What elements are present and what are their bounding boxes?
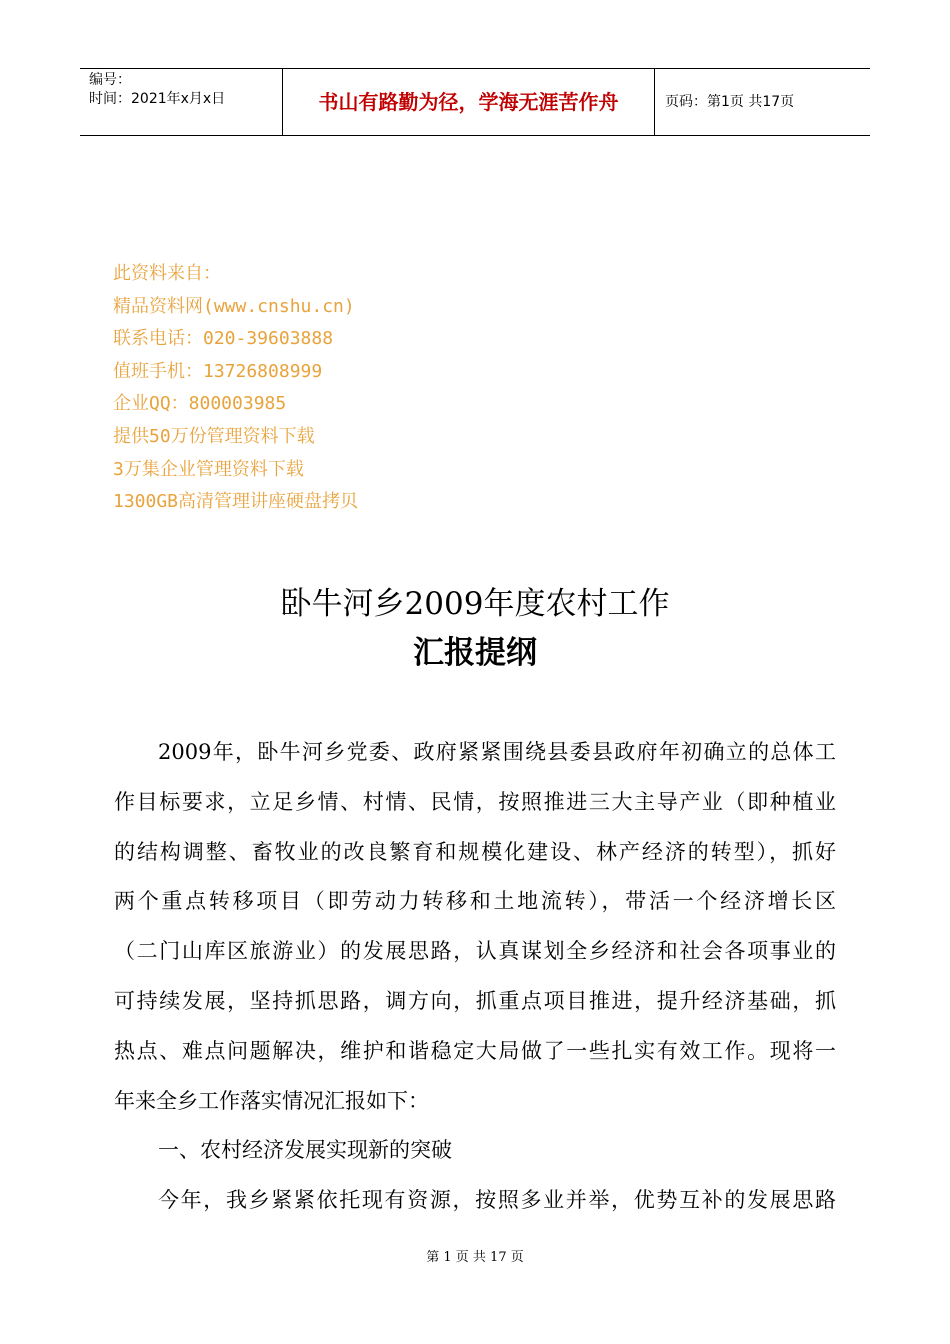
paragraph-line: 的结构调整、畜牧业的改良繁育和规模化建设、林产经济的转型），抓好 [114, 839, 836, 864]
page-footer: 第 1 页 共 17 页 [426, 1250, 524, 1265]
source-info-line: 此资料来自： [113, 263, 221, 284]
source-info-line: 企业QQ：800003985 [113, 393, 287, 415]
document-number-label: 编号： [89, 72, 131, 88]
paragraph-line: （二门山库区旅游业）的发展思路，认真谋划全乡经济和社会各项事业的 [114, 939, 836, 964]
paragraph-line: 热点、难点问题解决，维护和谐稳定大局做了一些扎实有效工作。现将一 [114, 1038, 836, 1063]
page-header [80, 68, 870, 136]
paragraph-line: 年来全乡工作落实情况汇报如下： [114, 1088, 429, 1113]
header-meta [80, 69, 282, 135]
source-info-line: 1300GB高清管理讲座硬盘拷贝 [113, 491, 359, 513]
source-info-line: 值班手机：13726808999 [113, 360, 323, 382]
document-title: 卧牛河乡2009年度农村工作 [280, 586, 670, 622]
source-info-line: 精品资料网(www.cnshu.cn) [113, 295, 355, 317]
document-subtitle: 汇报提纲 [413, 635, 537, 671]
paragraph-line: 今年，我乡紧紧依托现有资源，按照多业并举，优势互补的发展思路 [158, 1188, 836, 1213]
paragraph-line: 可持续发展，坚持抓思路，调方向，抓重点项目推进，提升经济基础，抓 [114, 988, 836, 1013]
paragraph-line: 作目标要求，立足乡情、村情、民情，按照推进三大主导产业（即种植业 [114, 789, 836, 814]
header-page-info: 页码：第1页 共17页 [665, 94, 795, 110]
paragraph-line: 2009年，卧牛河乡党委、政府紧紧围绕县委县政府年初确立的总体工 [158, 740, 836, 764]
header-motto-cell [282, 69, 655, 135]
paragraph-line: 两个重点转移项目（即劳动力转移和土地流转），带活一个经济增长区 [114, 889, 836, 914]
header-motto: 书山有路勤为径，学海无涯苦作舟 [318, 90, 619, 114]
source-info-line: 提供50万份管理资料下载 [113, 425, 315, 447]
document-body [114, 728, 836, 1226]
section-heading: 一、农村经济发展实现新的突破 [158, 1138, 452, 1163]
document-time-label: 时间：2021年x月x日 [89, 91, 226, 107]
source-info-line: 联系电话：020-39603888 [113, 328, 334, 350]
source-info-line: 3万集企业管理资料下载 [113, 458, 304, 480]
source-info-block [113, 258, 358, 519]
